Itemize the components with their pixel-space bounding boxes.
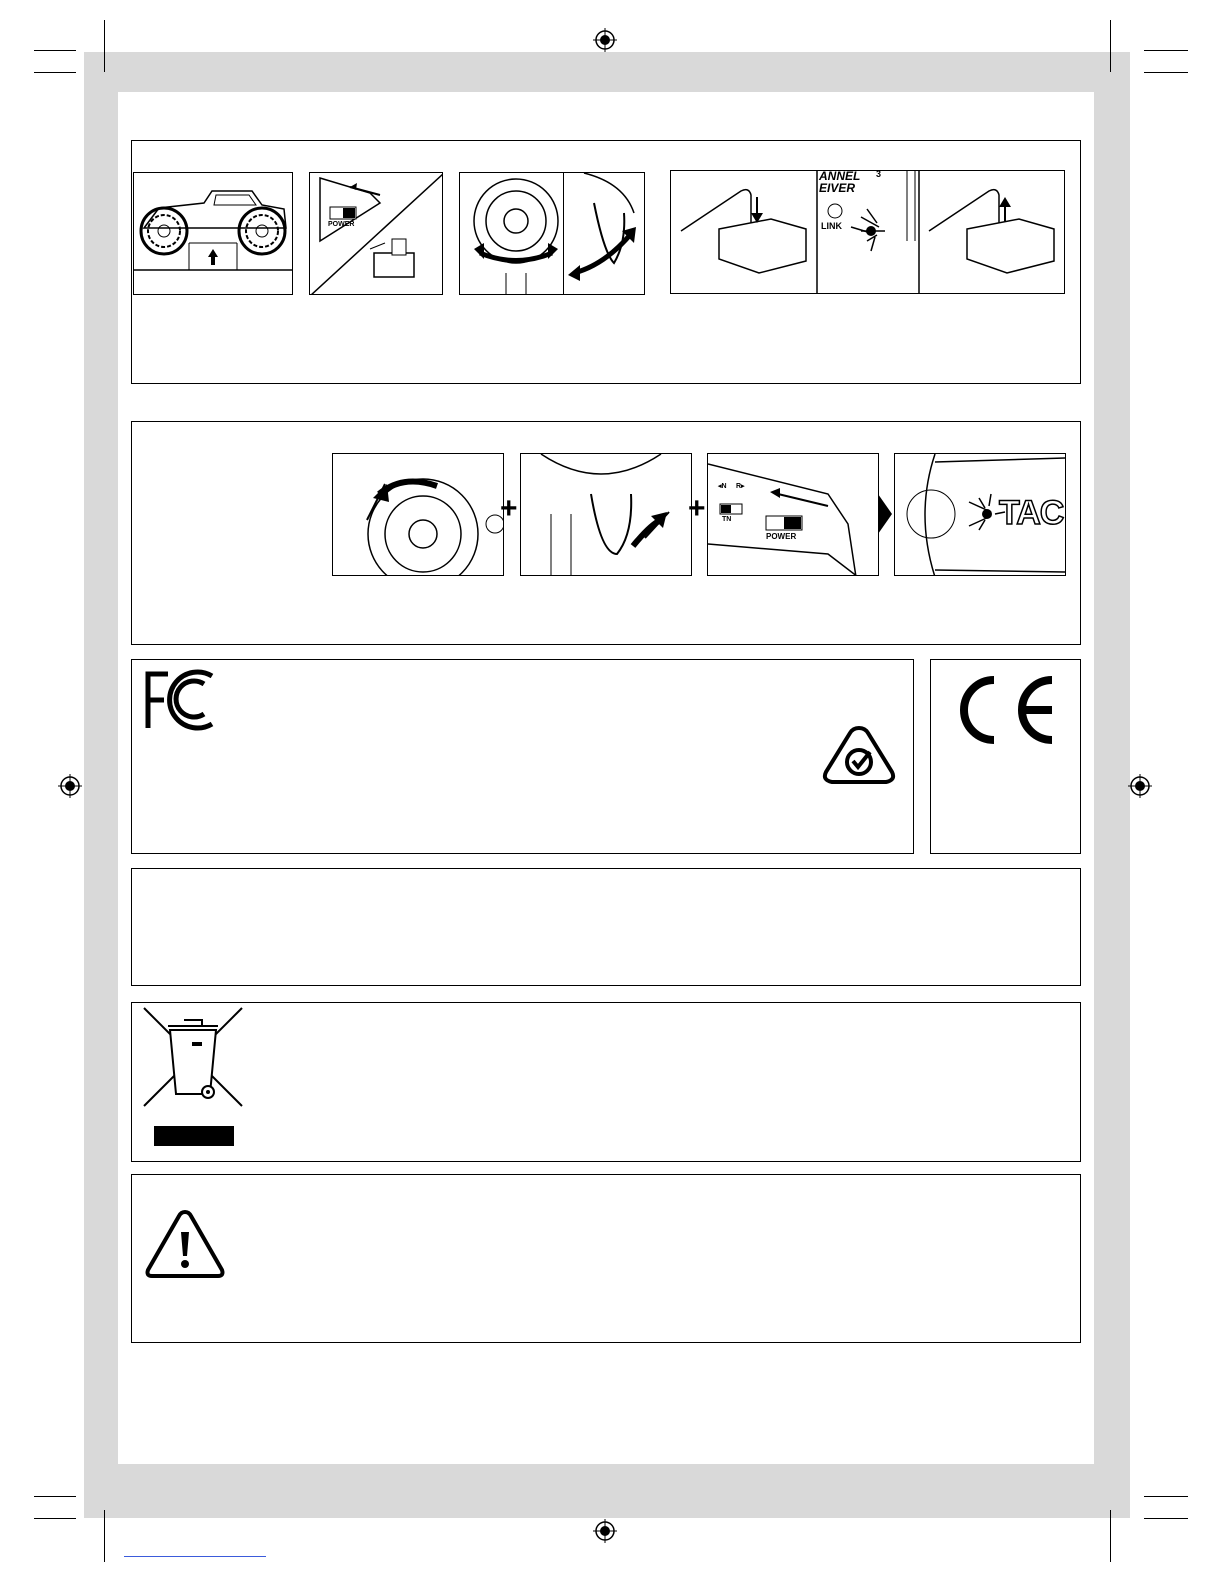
arrow-icon [878,494,892,534]
registration-mark-icon [593,1519,617,1543]
switch-r-label: R▸ [736,483,745,490]
ce-logo-icon [948,672,1060,748]
crop-mark [104,1510,105,1562]
fcc-compliance-panel [131,659,914,854]
crop-mark [34,1496,76,1497]
registration-mark-icon [593,28,617,52]
warning-panel [131,1174,1081,1343]
switch-n-label: ◂N [718,483,727,490]
link-label: LINK [821,221,842,231]
switch-tn-label: TN [722,516,732,523]
channel-3-label: 3 [876,170,882,179]
transmitter-switches-illustration [707,453,879,576]
weee-disposal-panel [131,1002,1081,1162]
rcm-logo-icon [820,724,898,786]
brand-fragment: TAC [999,494,1064,532]
power-switch-illustration [309,172,443,295]
power-switch-label: POWER [328,221,355,228]
truck-illustration [133,172,293,295]
fcc-logo-icon [142,668,222,734]
steering-wheel-illustration [459,172,565,295]
power-switch-label: POWER [766,532,797,541]
weee-bin-icon [140,1006,246,1148]
channel-label: ANNEL [819,170,861,183]
crop-mark [1144,1496,1188,1497]
registration-mark-icon [58,774,82,798]
throttle-trim-illustration [520,453,692,576]
transmitter-led-illustration [894,453,1066,576]
registration-mark-icon [1128,774,1152,798]
plus-sign: + [688,492,706,525]
footer-link-line [124,1556,266,1557]
crop-mark [1144,1518,1188,1519]
crop-mark [34,50,76,51]
crop-mark [34,72,76,73]
notice-panel [131,868,1081,986]
plus-sign: + [500,492,518,525]
crop-mark [1110,20,1111,72]
throttle-trigger-illustration [563,172,645,295]
steering-trim-illustration [332,453,504,576]
crop-mark [1144,50,1188,51]
crop-mark [1110,1510,1111,1562]
receiver-label: EIVER [819,181,856,195]
crop-mark [34,1518,76,1519]
receiver-binding-illustration [670,170,1065,294]
warning-triangle-icon [144,1208,226,1280]
crop-mark [104,20,105,72]
crop-mark [1144,72,1188,73]
